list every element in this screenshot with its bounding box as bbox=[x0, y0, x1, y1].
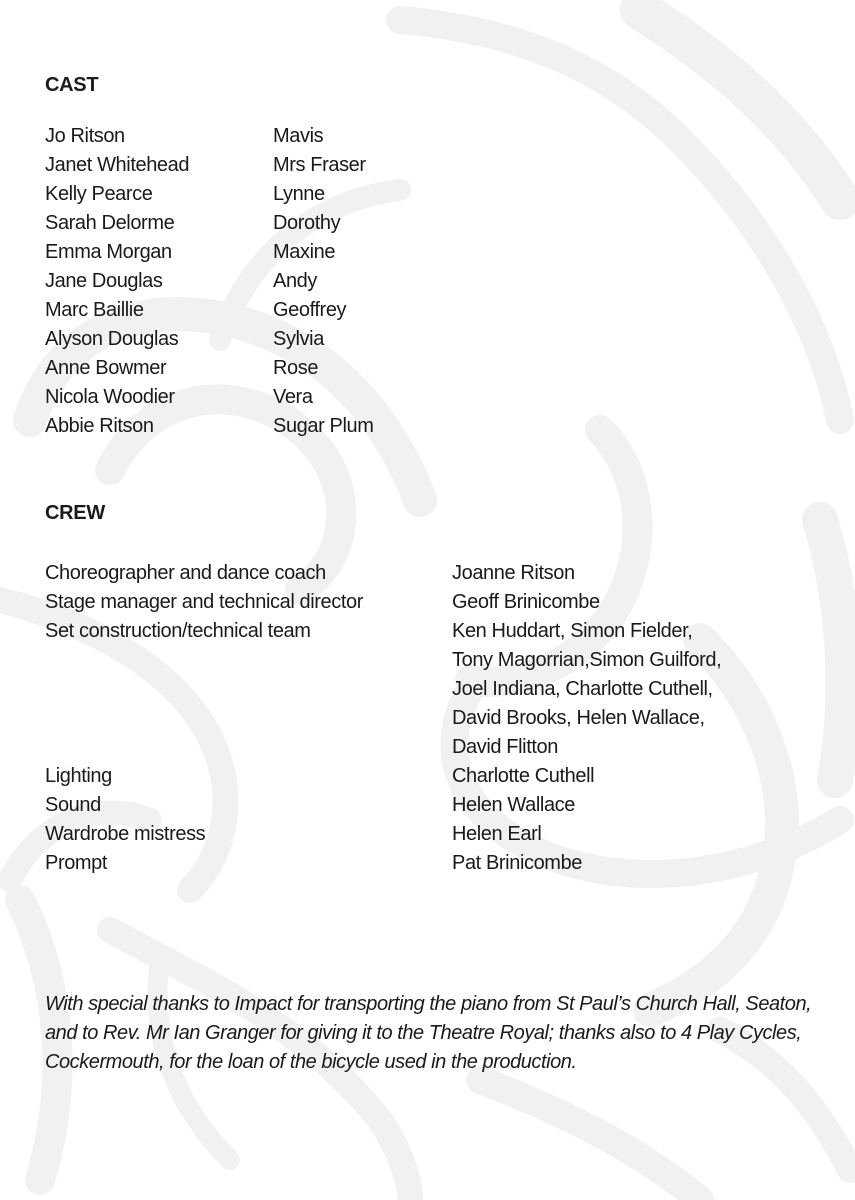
cast-actor: Alyson Douglas bbox=[45, 328, 179, 350]
crew-person: Ken Huddart, Simon Fielder, bbox=[452, 620, 693, 642]
cast-actor: Janet Whitehead bbox=[45, 154, 190, 176]
crew-role: Stage manager and technical director bbox=[45, 591, 364, 613]
crew-role: Choreographer and dance coach bbox=[45, 562, 326, 584]
cast-actor: Marc Baillie bbox=[45, 299, 144, 321]
crew-row bbox=[45, 588, 825, 617]
cast-role: Geoffrey bbox=[273, 299, 347, 321]
crew-row bbox=[45, 820, 825, 849]
crew-people bbox=[452, 559, 825, 588]
crew-person: Joel Indiana, Charlotte Cuthell, bbox=[452, 678, 713, 700]
cast-role: Mavis bbox=[273, 125, 324, 147]
cast-row bbox=[45, 298, 445, 327]
crew-heading: CREW bbox=[45, 502, 105, 524]
cast-actor: Emma Morgan bbox=[45, 241, 172, 263]
crew-people bbox=[452, 762, 825, 791]
crew-row bbox=[45, 617, 825, 762]
cast-row bbox=[45, 182, 445, 211]
cast-row bbox=[45, 211, 445, 240]
crew-person: Helen Wallace bbox=[452, 794, 576, 816]
cast-actor: Kelly Pearce bbox=[45, 183, 153, 205]
cast-role: Andy bbox=[273, 270, 317, 292]
cast-row bbox=[45, 124, 445, 153]
cast-role: Sylvia bbox=[273, 328, 324, 350]
crew-list bbox=[45, 559, 825, 878]
cast-actor: Nicola Woodier bbox=[45, 386, 175, 408]
crew-role: Sound bbox=[45, 794, 101, 816]
crew-person: David Brooks, Helen Wallace, bbox=[452, 707, 705, 729]
crew-people bbox=[452, 849, 825, 878]
cast-role: Mrs Fraser bbox=[273, 154, 366, 176]
crew-people bbox=[452, 820, 825, 849]
crew-role: Set construction/technical team bbox=[45, 620, 311, 642]
cast-row bbox=[45, 153, 445, 182]
crew-people bbox=[452, 791, 825, 820]
cast-role: Maxine bbox=[273, 241, 336, 263]
crew-person: Charlotte Cuthell bbox=[452, 765, 595, 787]
cast-row bbox=[45, 269, 445, 298]
crew-people bbox=[452, 588, 825, 617]
cast-actor: Anne Bowmer bbox=[45, 357, 167, 379]
cast-actor: Abbie Ritson bbox=[45, 415, 154, 437]
crew-person: Joanne Ritson bbox=[452, 562, 575, 584]
cast-row bbox=[45, 240, 445, 269]
cast-row bbox=[45, 327, 445, 356]
crew-role: Lighting bbox=[45, 765, 112, 787]
cast-role: Dorothy bbox=[273, 212, 341, 234]
crew-person: Tony Magorrian,Simon Guilford, bbox=[452, 649, 722, 671]
cast-actor: Jane Douglas bbox=[45, 270, 163, 292]
crew-row bbox=[45, 762, 825, 791]
crew-row bbox=[45, 559, 825, 588]
crew-role: Wardrobe mistress bbox=[45, 823, 206, 845]
cast-row bbox=[45, 356, 445, 385]
crew-people bbox=[452, 617, 825, 762]
cast-heading: CAST bbox=[45, 74, 99, 96]
cast-role: Sugar Plum bbox=[273, 415, 374, 437]
cast-role: Rose bbox=[273, 357, 319, 379]
cast-role: Vera bbox=[273, 386, 313, 408]
crew-role: Prompt bbox=[45, 852, 108, 874]
crew-person: Geoff Brinicombe bbox=[452, 591, 600, 613]
cast-actor: Sarah Delorme bbox=[45, 212, 175, 234]
crew-row bbox=[45, 849, 825, 878]
crew-person: Helen Earl bbox=[452, 823, 542, 845]
crew-person: Pat Brinicombe bbox=[452, 852, 583, 874]
cast-list bbox=[45, 124, 445, 443]
crew-row bbox=[45, 791, 825, 820]
cast-row bbox=[45, 385, 445, 414]
cast-role: Lynne bbox=[273, 183, 325, 205]
crew-person: David Flitton bbox=[452, 736, 558, 758]
cast-row bbox=[45, 414, 445, 443]
acknowledgements-text: With special thanks to Impact for transporting the piano from St Paul’s Church Hall, Seaton, and to Rev. Mr Ian Granger for giving it to the Theatre Royal; thanks also to 4 Play Cycles, Cockermouth, for the loan of the bicycle used in the production. bbox=[45, 993, 812, 1073]
cast-actor: Jo Ritson bbox=[45, 125, 125, 147]
